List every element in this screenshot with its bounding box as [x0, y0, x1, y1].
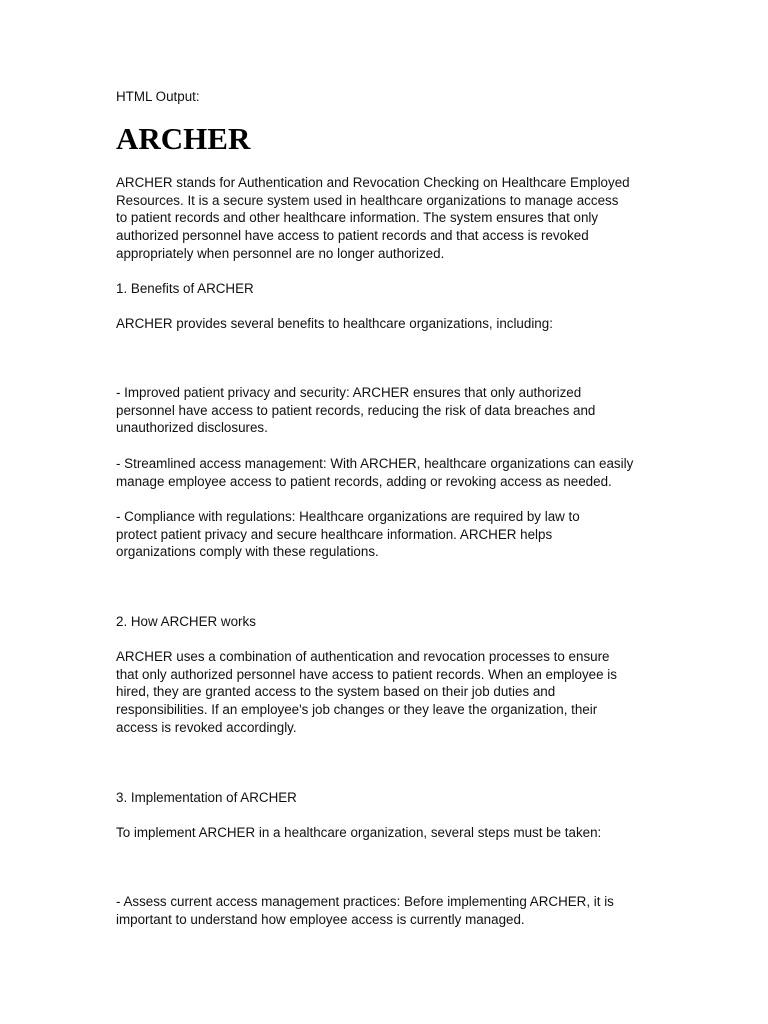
document-title: ARCHER	[116, 121, 251, 156]
list-item: - Streamlined access management: With ARCHER, healthcare organizations can easily manage employee access to patient records, adding or revoking access as needed.	[116, 456, 634, 489]
section-heading-how-it-works: 2. How ARCHER works	[116, 614, 256, 629]
list-item: - Compliance with regulations: Healthcare organizations are required by law to protect patient privacy and secure healthcare information. ARCHER helps organizations comply with these regulations.	[116, 509, 580, 560]
section-heading-implementation: 3. Implementation of ARCHER	[116, 790, 297, 805]
output-label: HTML Output:	[116, 89, 200, 104]
section-lead-how-it-works: ARCHER uses a combination of authentication and revocation processes to ensure that only authorized personnel have access to patient records. When an employee is hired, they are granted access to the system based on their job duties and responsibilities. If an employee's job changes or they leave the organization, their access is revoked accordingly.	[116, 649, 617, 735]
list-item: - Improved patient privacy and security: ARCHER ensures that only authorized personnel have access to patient records, reducing the risk of data breaches and unauthorized disclosures.	[116, 385, 596, 436]
section-lead-benefits: ARCHER provides several benefits to healthcare organizations, including:	[116, 316, 553, 331]
section-lead-implementation: To implement ARCHER in a healthcare organization, several steps must be taken:	[116, 825, 602, 840]
intro-paragraph: ARCHER stands for Authentication and Revocation Checking on Healthcare Employed Resources. It is a secure system used in healthcare organizations to manage access to patient records and other healthcare information. The system ensures that only authorized personnel have access to patient records and that access is revoked appropriately when personnel are no longer authorized.	[116, 175, 630, 261]
list-item: - Assess current access management practices: Before implementing ARCHER, it is important to understand how employee access is currently managed.	[116, 894, 614, 927]
section-heading-benefits: 1. Benefits of ARCHER	[116, 281, 254, 296]
document-page	[116, 0, 656, 1024]
